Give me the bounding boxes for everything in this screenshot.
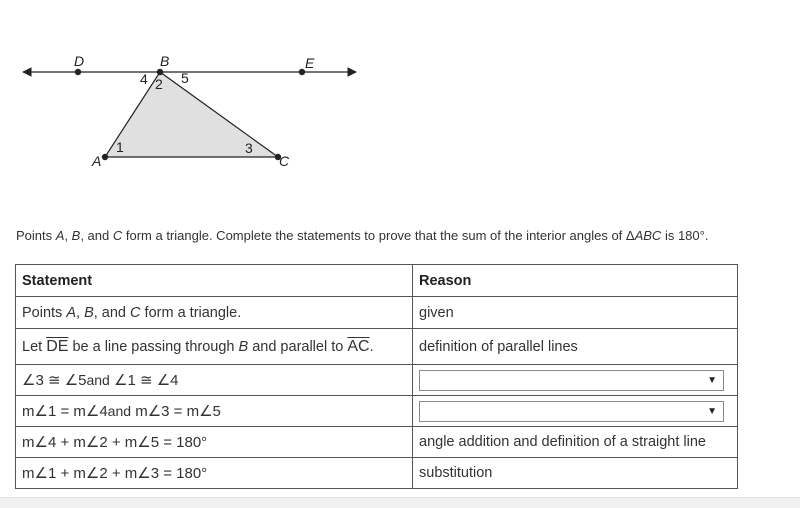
label-c: C bbox=[279, 153, 290, 169]
chevron-down-icon: ▼ bbox=[707, 374, 717, 386]
table-row bbox=[16, 297, 738, 329]
reason-dropdown[interactable] bbox=[419, 401, 724, 422]
label-b: B bbox=[160, 53, 170, 69]
angle-label-2: 2 bbox=[155, 76, 163, 92]
point-b bbox=[157, 69, 163, 75]
reason-cell bbox=[413, 396, 738, 427]
table-row bbox=[16, 427, 738, 458]
table-header-row bbox=[16, 265, 738, 297]
table-row bbox=[16, 365, 738, 396]
reason-dropdown[interactable] bbox=[419, 370, 724, 391]
reason-cell: angle addition and definition of a straight line bbox=[413, 427, 738, 458]
bottom-bar bbox=[0, 497, 800, 508]
header-reason: Reason bbox=[413, 265, 738, 297]
statement-cell: m∠1 + m∠2 + m∠3 = 180° bbox=[16, 458, 413, 489]
problem-prompt: Points A, B, and C form a triangle. Complete the statements to prove that the sum of the interior angles of ΔABC is 180°. bbox=[16, 228, 709, 243]
angle-label-1: 1 bbox=[116, 139, 124, 155]
header-statement: Statement bbox=[16, 265, 413, 297]
angle-label-4: 4 bbox=[140, 71, 148, 87]
reason-cell bbox=[413, 365, 738, 396]
table-row bbox=[16, 458, 738, 489]
statement-cell: Let $\overline{DE}$ be a line passing through B and parallel to $\overline{AC}$. bbox=[16, 329, 413, 365]
statement-cell: Points A, B, and C form a triangle. bbox=[16, 297, 413, 329]
table-row bbox=[16, 329, 738, 365]
statement-cell: m∠4 + m∠2 + m∠5 = 180° bbox=[16, 427, 413, 458]
reason-cell: definition of parallel lines bbox=[413, 329, 738, 365]
reason-cell: substitution bbox=[413, 458, 738, 489]
point-d bbox=[75, 69, 81, 75]
proof-table bbox=[15, 264, 738, 489]
label-d: D bbox=[74, 53, 85, 69]
triangle-diagram bbox=[0, 0, 380, 185]
statement-cell: ∠3 ≅ ∠5and ∠1 ≅ ∠4 bbox=[16, 365, 413, 396]
label-e: E bbox=[305, 55, 315, 71]
label-a: A bbox=[92, 153, 102, 169]
angle-label-3: 3 bbox=[245, 140, 253, 156]
statement-cell: m∠1 = m∠4and m∠3 = m∠5 bbox=[16, 396, 413, 427]
table-row bbox=[16, 396, 738, 427]
reason-cell: given bbox=[413, 297, 738, 329]
chevron-down-icon: ▼ bbox=[707, 405, 717, 417]
angle-label-5: 5 bbox=[181, 70, 189, 86]
point-a bbox=[102, 154, 108, 160]
